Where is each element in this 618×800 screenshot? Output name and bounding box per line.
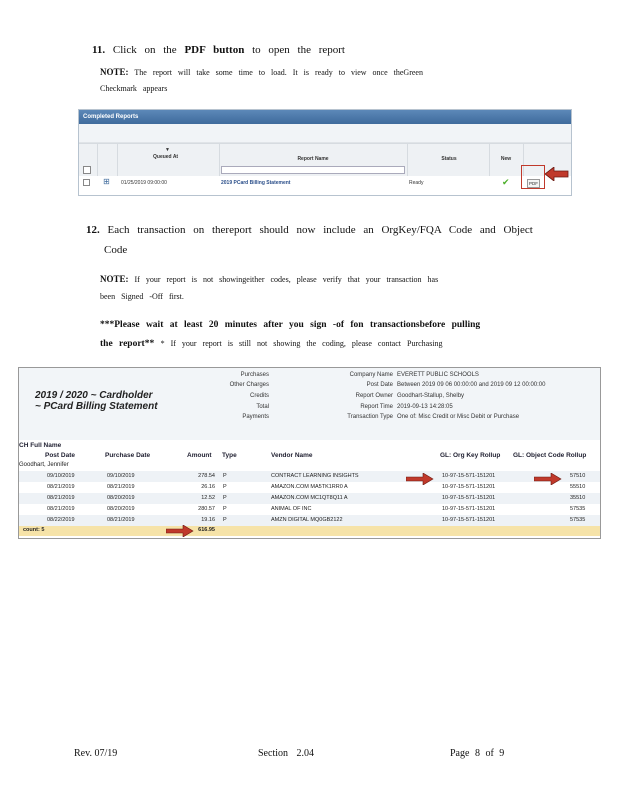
cell-type: P bbox=[223, 484, 227, 490]
total-amount: 616.95 bbox=[198, 527, 215, 533]
cell-vendor: AMZN DIGITAL MQ0GB2122 bbox=[271, 517, 343, 523]
completed-reports-title: Completed Reports bbox=[79, 110, 571, 124]
cell-object-code: 35510 bbox=[570, 495, 586, 501]
step-number: 11. bbox=[92, 44, 106, 56]
step-number: 12. bbox=[86, 224, 100, 236]
pdf-button[interactable]: PDF bbox=[529, 181, 538, 186]
cell-purchase-date: 08/20/2019 bbox=[107, 495, 135, 501]
step-11-heading bbox=[92, 44, 345, 56]
cell-org-key: 10-97-15-571-151201 bbox=[442, 495, 496, 501]
cell-vendor: AMAZON.COM MA5TK1RR0 A bbox=[271, 484, 348, 490]
cell-post-date: 09/10/2019 bbox=[47, 473, 75, 479]
footer-section: Section 2.04 bbox=[258, 748, 314, 759]
header-post-date: Post Date bbox=[45, 452, 75, 459]
row-checkbox[interactable] bbox=[83, 179, 90, 186]
row-queued-at: 01/25/2019 09:00:00 bbox=[121, 180, 167, 186]
table-row bbox=[19, 471, 600, 482]
table-row bbox=[19, 482, 600, 493]
cell-amount: 26.16 bbox=[201, 484, 215, 490]
count-total-bar bbox=[19, 526, 600, 536]
column-report-name[interactable]: Report Name bbox=[297, 156, 329, 162]
report-row bbox=[79, 176, 571, 190]
red-arrow-right-icon bbox=[534, 473, 562, 485]
red-arrow-right-icon bbox=[406, 473, 434, 485]
cell-purchase-date: 08/21/2019 bbox=[107, 517, 135, 523]
note-label: NOTE: bbox=[100, 67, 129, 77]
statement-title bbox=[35, 390, 158, 412]
cell-purchase-date: 08/21/2019 bbox=[107, 484, 135, 490]
cell-object-code: 55510 bbox=[570, 484, 586, 490]
step-12-heading bbox=[86, 224, 533, 236]
summary-label: Other Charges bbox=[229, 382, 269, 388]
table-row bbox=[19, 515, 600, 526]
cell-post-date: 08/21/2019 bbox=[47, 484, 75, 490]
step-text: Click on the bbox=[112, 44, 177, 56]
cell-org-key: 10-97-15-571-151201 bbox=[442, 473, 496, 479]
completed-reports-panel bbox=[78, 109, 572, 196]
info-label: Company Name bbox=[349, 372, 393, 378]
report-name-filter-input[interactable] bbox=[221, 166, 405, 174]
step-text: to open the report bbox=[252, 44, 345, 56]
summary-label: Payments bbox=[242, 414, 269, 420]
info-value: 2019-09-13 14:28:05 bbox=[397, 404, 453, 410]
wait-warning-line2 bbox=[100, 339, 443, 349]
wait-warning-bold: the report** bbox=[100, 339, 155, 349]
completed-reports-toolbar bbox=[79, 124, 571, 143]
step-text: Each transaction on thereport should now include an OrgKey/FQA Code and Object bbox=[107, 224, 533, 236]
summary-label: Credits bbox=[249, 393, 269, 399]
cell-amount: 19.16 bbox=[201, 517, 215, 523]
cell-purchase-date: 09/10/2019 bbox=[107, 473, 135, 479]
cell-type: P bbox=[223, 517, 227, 523]
wait-warning-line1: ***Please wait at least 20 minutes after you sign -of fon transactionsbefore pulling bbox=[100, 320, 481, 330]
info-value: Between 2019 09 06 00:00:00 and 2019 09 12 00:00:00 bbox=[397, 382, 546, 388]
statement-header bbox=[19, 368, 600, 440]
row-status: Ready bbox=[409, 180, 424, 186]
step-12-note-line2: been Signed -Off first. bbox=[100, 292, 184, 301]
step-11-note bbox=[100, 67, 423, 77]
group-label: CH Full Name bbox=[19, 442, 62, 449]
cell-object-code: 57535 bbox=[570, 517, 586, 523]
cell-post-date: 08/21/2019 bbox=[47, 506, 75, 512]
row-report-name[interactable]: 2019 PCard Billing Statement bbox=[221, 180, 291, 186]
info-label: Report Owner bbox=[355, 393, 393, 399]
billing-statement-panel bbox=[18, 367, 601, 539]
header-vendor: Vendor Name bbox=[271, 452, 313, 459]
header-type: Type bbox=[222, 452, 237, 459]
cell-amount: 278.54 bbox=[198, 473, 215, 479]
note-text: The report will take some time to load. It is ready to view once theGreen bbox=[134, 68, 423, 77]
count-label: count: 5 bbox=[23, 527, 45, 533]
info-label: Post Date bbox=[366, 382, 393, 388]
info-label: Transaction Type bbox=[347, 414, 393, 420]
info-label: Report Time bbox=[360, 404, 393, 410]
sort-desc-icon[interactable]: ▼ bbox=[165, 147, 170, 153]
info-value: EVERETT PUBLIC SCHOOLS bbox=[397, 372, 479, 378]
note-label: NOTE: bbox=[100, 274, 129, 284]
cell-org-key: 10-97-15-571-151201 bbox=[442, 484, 496, 490]
cell-object-code: 57510 bbox=[570, 473, 586, 479]
pdf-button-label: PDF button bbox=[184, 44, 245, 56]
select-all-checkbox[interactable] bbox=[83, 166, 91, 174]
footer-revision: Rev. 07/19 bbox=[74, 748, 118, 759]
cell-vendor: AMAZON.COM MC1QT8Q11 A bbox=[271, 495, 348, 501]
note-text: If your report is not showingeither codes, please verify that your transaction has bbox=[134, 275, 439, 284]
cell-type: P bbox=[223, 473, 227, 479]
summary-label: Total bbox=[256, 404, 269, 410]
cell-amount: 12.52 bbox=[201, 495, 215, 501]
title-line-2: ~ PCard Billing Statement bbox=[35, 401, 158, 412]
column-status[interactable]: Status bbox=[441, 156, 457, 162]
cell-type: P bbox=[223, 495, 227, 501]
cell-type: P bbox=[223, 506, 227, 512]
header-amount: Amount bbox=[187, 452, 212, 459]
wait-warning-rest: * If your report is still not showing the coding, please contact Purchasing bbox=[160, 339, 443, 348]
cell-object-code: 57535 bbox=[570, 506, 586, 512]
cell-org-key: 10-97-15-571-151201 bbox=[442, 517, 496, 523]
step-12-note bbox=[100, 274, 438, 284]
table-row bbox=[19, 504, 600, 515]
column-queued-at[interactable]: Queued At bbox=[153, 154, 179, 160]
header-org-key: GL: Org Key Rollup bbox=[440, 452, 501, 459]
header-purchase-date: Purchase Date bbox=[105, 452, 151, 459]
cell-post-date: 08/22/2019 bbox=[47, 517, 75, 523]
step-11-note-line2: Checkmark appears bbox=[100, 84, 168, 93]
cell-purchase-date: 08/20/2019 bbox=[107, 506, 135, 512]
step-12-line2: Code bbox=[104, 244, 128, 256]
info-value: One of: Misc Credit or Misc Debit or Purchase bbox=[397, 414, 520, 420]
table-row bbox=[19, 493, 600, 504]
cell-vendor: CONTRACT LEARNING INSIGHTS bbox=[271, 473, 359, 479]
cell-vendor: ANIMAL OF INC bbox=[271, 506, 312, 512]
cell-post-date: 08/21/2019 bbox=[47, 495, 75, 501]
cell-org-key: 10-97-15-571-151201 bbox=[442, 506, 496, 512]
header-object-code: GL: Object Code Rollup bbox=[513, 452, 587, 459]
footer-page-number: Page 8 of 9 bbox=[450, 748, 505, 759]
red-arrow-left-icon bbox=[545, 167, 569, 181]
green-checkmark-icon: ✔ bbox=[502, 177, 510, 187]
summary-label: Purchases bbox=[240, 372, 269, 378]
red-arrow-right-icon bbox=[166, 525, 194, 537]
info-value: Goodhart-Stallup, Shelby bbox=[397, 393, 465, 399]
column-new[interactable]: New bbox=[500, 156, 512, 162]
cell-amount: 280.57 bbox=[198, 506, 215, 512]
column-header-row bbox=[79, 143, 571, 178]
title-line-1: 2019 / 2020 ~ Cardholder bbox=[35, 390, 153, 401]
expand-plus-icon[interactable]: ⊞ bbox=[103, 177, 110, 186]
cardholder-name: Goodhart, Jennifer bbox=[19, 462, 69, 468]
